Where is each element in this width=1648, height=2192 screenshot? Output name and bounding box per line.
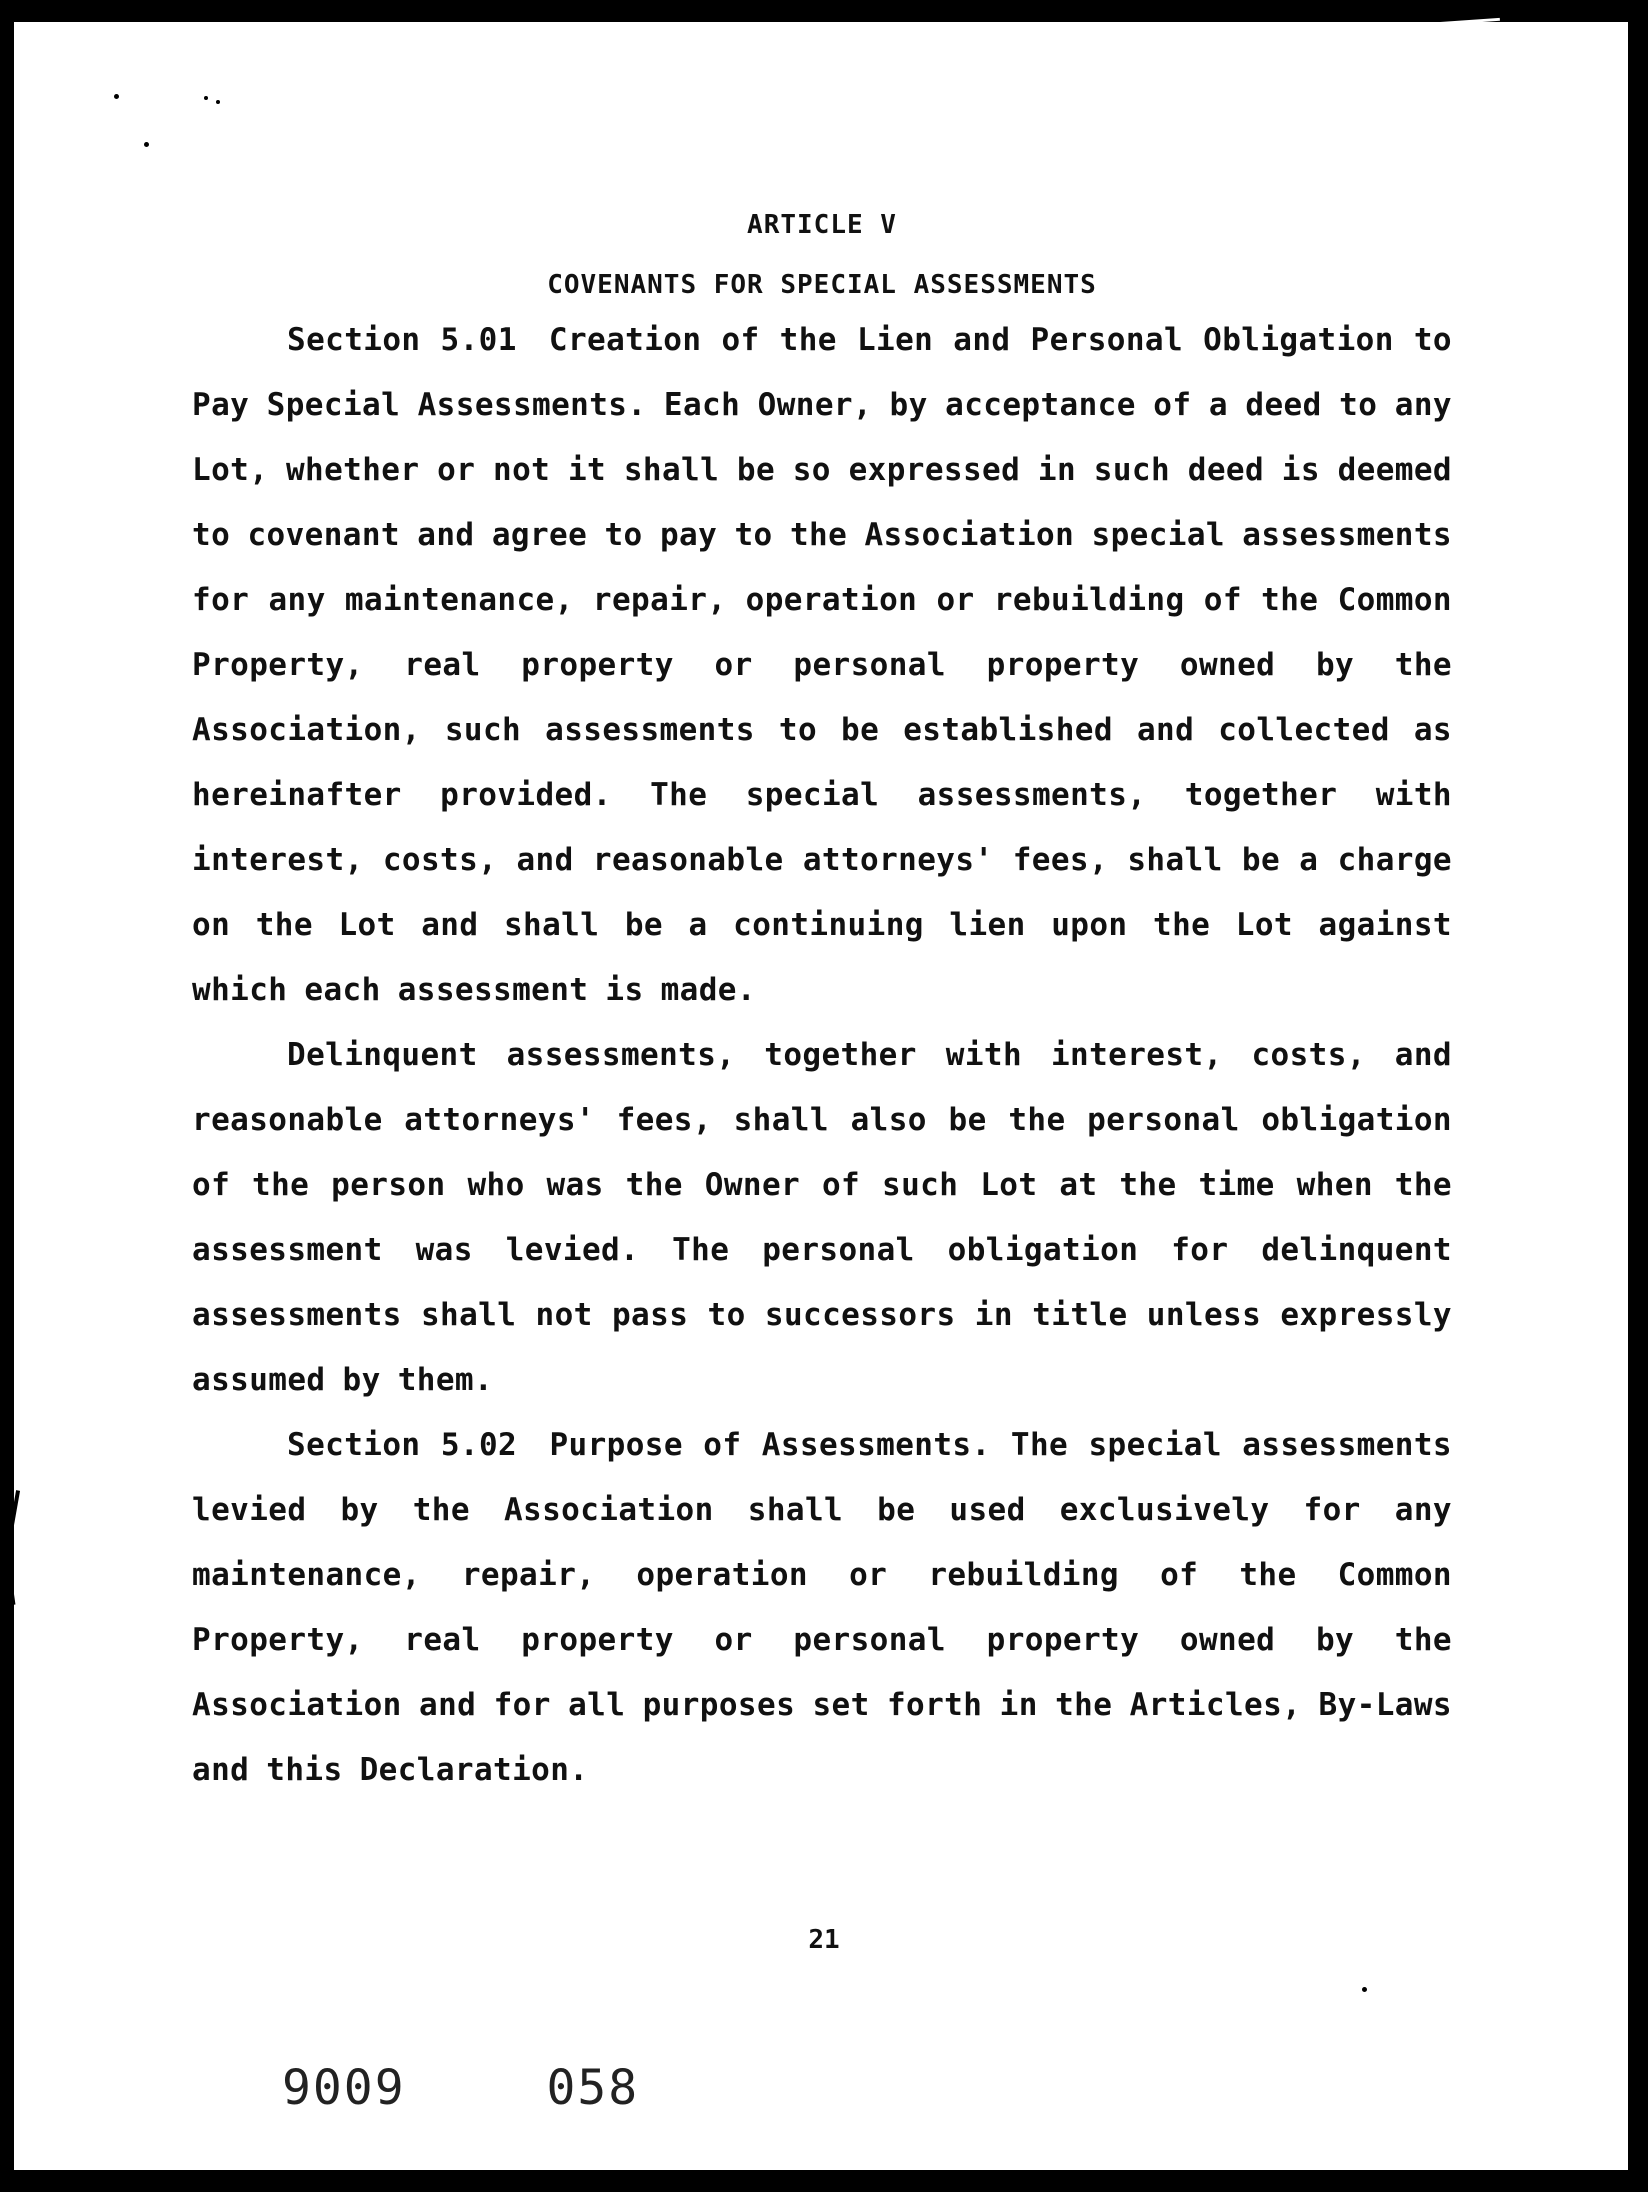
speck xyxy=(144,142,149,147)
document-code: 9009 xyxy=(282,2060,406,2116)
speck xyxy=(1362,1987,1367,1992)
section-5-02-text: Purpose of Assessments. The special assessments levied by the Association shall be used exclusively for any maintenance, repair, operation or rebuilding of the Common Property, real property or personal property owned by the Association and for all purposes set forth in the Articles, By-Laws and this Declaration. xyxy=(192,1427,1452,1788)
document-body xyxy=(192,210,1452,1803)
document-code: 058 xyxy=(546,2060,640,2116)
section-5-02-paragraph xyxy=(192,1413,1452,1803)
section-5-01-label: Section 5.01 xyxy=(287,322,517,358)
section-5-02-label: Section 5.02 xyxy=(287,1427,518,1463)
section-5-01-text: Creation of the Lien and Personal Obligation to Pay Special Assessments. Each Owner, by acceptance of a deed to any Lot, whether or not it shall be so expressed in such deed is deemed to covenant and agree to pay to the Association special assessments for any maintenance, repair, operation or rebuilding of the Common Property, real property or personal property owned by the Association, such assessments to be established and collected as hereinafter provided. The special assessments, together with interest, costs, and reasonable attorneys' fees, shall be a charge on the Lot and shall be a continuing lien upon the Lot against which each assessment is made. xyxy=(192,322,1452,1008)
section-5-01-paragraph xyxy=(192,308,1452,1023)
article-heading: ARTICLE V xyxy=(747,210,897,240)
delinquent-paragraph: Delinquent assessments, together with interest, costs, and reasonable attorneys' fees, shall also be the personal obligation of the person who was the Owner of such Lot at the time when the assessment was levied. The personal obligation for delinquent assessments shall not pass to successors in title unless expressly assumed by them. xyxy=(192,1037,1452,1398)
document-codes xyxy=(282,2060,639,2116)
document-title: COVENANTS FOR SPECIAL ASSESSMENTS xyxy=(547,270,1097,300)
speck xyxy=(216,100,220,104)
speck xyxy=(114,94,119,99)
speck xyxy=(204,96,208,100)
page-number: 21 xyxy=(808,1925,840,1955)
